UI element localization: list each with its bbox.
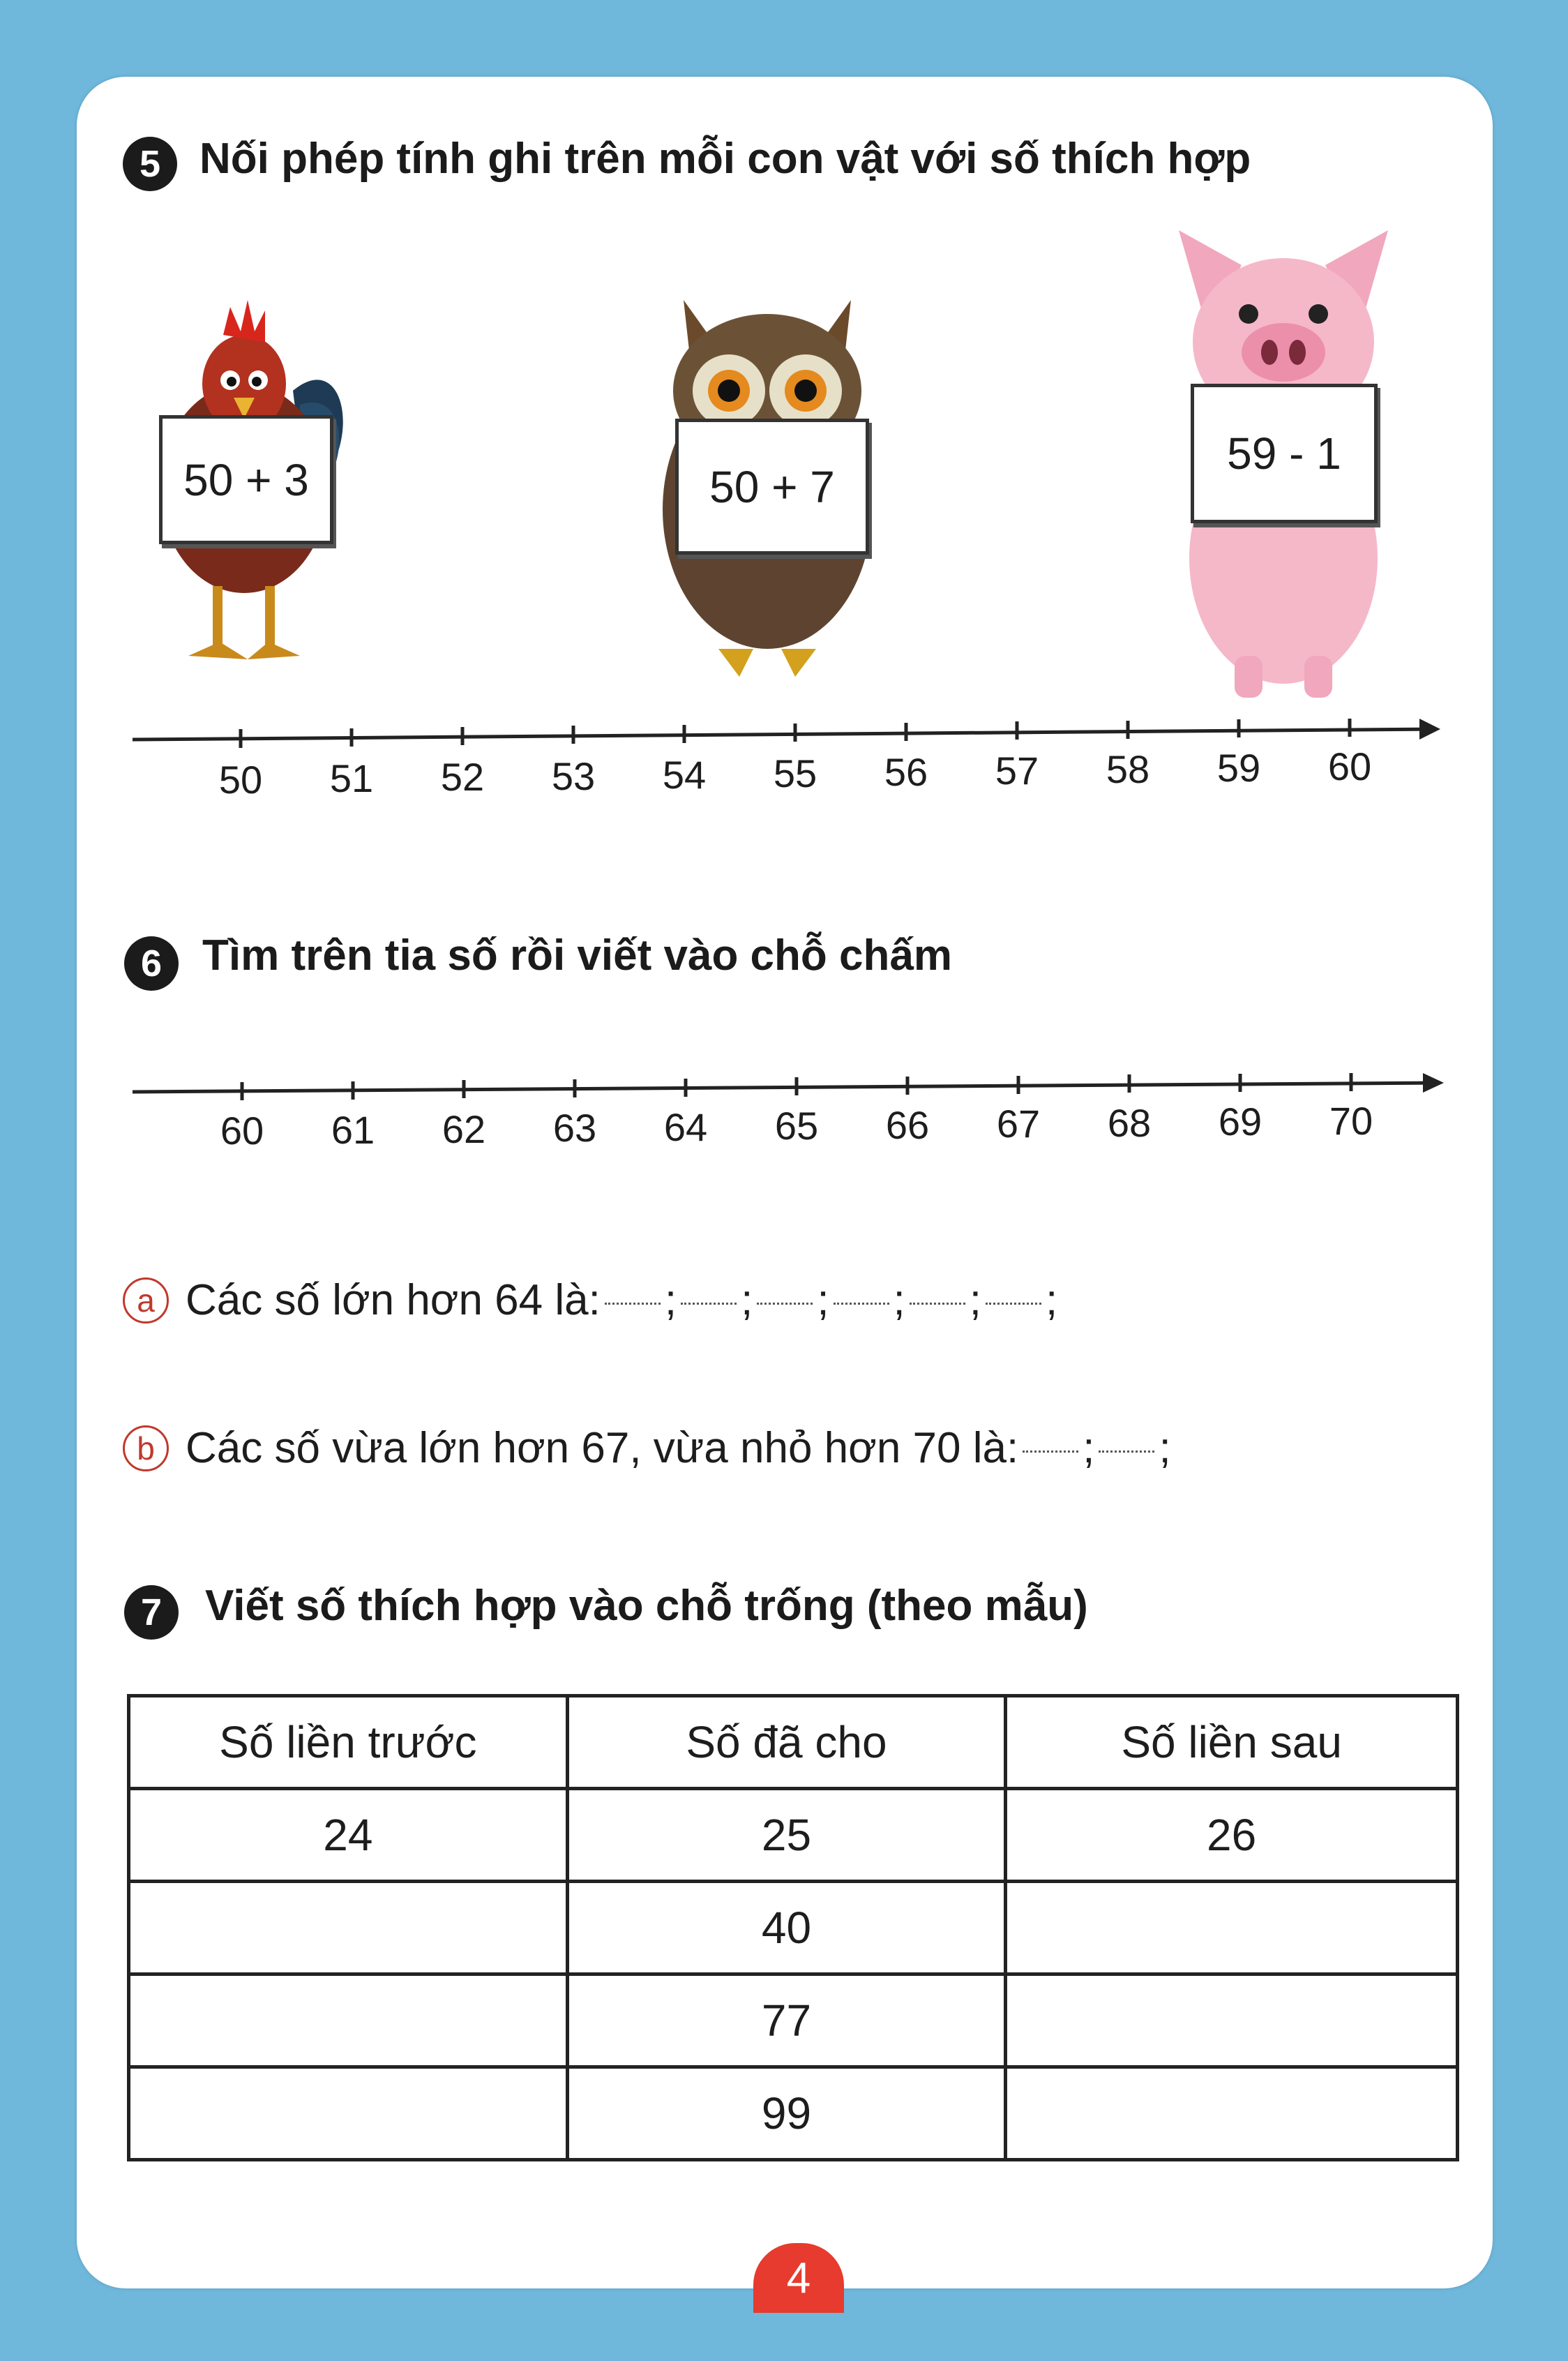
tick-66: 66 bbox=[885, 1103, 930, 1147]
part-b-label: b bbox=[123, 1425, 169, 1471]
table-row bbox=[129, 2067, 1458, 2160]
rooster-sign: 50 + 3 bbox=[159, 415, 333, 544]
answer-blank-a5[interactable] bbox=[910, 1296, 965, 1305]
tick-68: 68 bbox=[1107, 1101, 1152, 1145]
table-cell: 26 bbox=[1006, 1789, 1458, 1882]
exercise-6-part-b: b Các số vừa lớn hơn 67, vừa nhỏ hơn 70 là: ; ; bbox=[123, 1423, 1171, 1473]
tick-57: 57 bbox=[995, 749, 1039, 793]
answer-blank-a3[interactable] bbox=[757, 1296, 813, 1305]
tick-53: 53 bbox=[551, 754, 596, 798]
part-a-label: a bbox=[123, 1277, 169, 1324]
answer-blank-b2[interactable] bbox=[1099, 1444, 1154, 1453]
tick-59: 59 bbox=[1216, 746, 1261, 790]
part-b-question: Các số vừa lớn hơn 67, vừa nhỏ hơn 70 là: bbox=[186, 1424, 1019, 1472]
exercise-5-title: Nối phép tính ghi trên mỗi con vật với số thích hợp bbox=[199, 135, 1251, 183]
tick-52: 52 bbox=[440, 755, 485, 799]
table-cell: 99 bbox=[567, 2067, 1006, 2160]
exercise-6-title: Tìm trên tia số rồi viết vào chỗ chấm bbox=[202, 931, 952, 980]
tick-61: 61 bbox=[331, 1108, 375, 1152]
tick-69: 69 bbox=[1218, 1100, 1262, 1144]
answer-blank-a6[interactable] bbox=[986, 1296, 1041, 1305]
table-cell: 25 bbox=[567, 1789, 1006, 1882]
table-row bbox=[129, 1789, 1458, 1882]
tick-56: 56 bbox=[884, 750, 928, 794]
tick-51: 51 bbox=[329, 756, 374, 800]
exercise-5-number: 5 bbox=[123, 137, 177, 191]
worksheet-page bbox=[77, 77, 1493, 2302]
table-cell-blank[interactable] bbox=[1006, 1974, 1458, 2067]
page-number: 4 bbox=[753, 2243, 844, 2313]
exercise-6-number: 6 bbox=[124, 936, 179, 991]
exercise-7-number: 7 bbox=[124, 1585, 179, 1640]
table-header-row bbox=[129, 1696, 1458, 1789]
table-cell-blank[interactable] bbox=[1006, 2067, 1458, 2160]
tick-50: 50 bbox=[218, 758, 263, 802]
tick-58: 58 bbox=[1106, 747, 1150, 791]
tick-63: 63 bbox=[552, 1106, 597, 1150]
successor-predecessor-table bbox=[127, 1694, 1459, 2161]
tick-67: 67 bbox=[996, 1102, 1041, 1146]
header-predecessor: Số liền trước bbox=[129, 1696, 568, 1789]
answer-blank-a2[interactable] bbox=[681, 1296, 737, 1305]
table-cell-blank[interactable] bbox=[129, 1882, 568, 1974]
answer-blank-a1[interactable] bbox=[605, 1296, 661, 1305]
header-given-number: Số đã cho bbox=[567, 1696, 1006, 1789]
tick-60: 60 bbox=[220, 1109, 264, 1153]
table-cell: 77 bbox=[567, 1974, 1006, 2067]
table-cell: 40 bbox=[567, 1882, 1006, 1974]
part-a-question: Các số lớn hơn 64 là: bbox=[186, 1276, 601, 1324]
answer-blank-a4[interactable] bbox=[834, 1296, 889, 1305]
tick-54: 54 bbox=[662, 753, 707, 797]
table-row bbox=[129, 1974, 1458, 2067]
tick-55: 55 bbox=[773, 751, 817, 795]
header-successor: Số liền sau bbox=[1006, 1696, 1458, 1789]
table-cell-blank[interactable] bbox=[129, 1974, 568, 2067]
table-cell: 24 bbox=[129, 1789, 568, 1882]
tick-65: 65 bbox=[774, 1104, 819, 1148]
exercise-6-part-a: a Các số lớn hơn 64 là: ; ; ; ; ; ; bbox=[123, 1275, 1057, 1325]
exercise-7-title: Viết số thích hợp vào chỗ trống (theo mẫu) bbox=[205, 1582, 1088, 1630]
pig-sign: 59 - 1 bbox=[1191, 384, 1378, 523]
table-row bbox=[129, 1882, 1458, 1974]
tick-60: 60 bbox=[1327, 744, 1372, 788]
tick-64: 64 bbox=[663, 1105, 708, 1149]
table-cell-blank[interactable] bbox=[1006, 1882, 1458, 1974]
owl-sign: 50 + 7 bbox=[675, 419, 869, 555]
tick-70: 70 bbox=[1329, 1099, 1373, 1143]
tick-62: 62 bbox=[442, 1107, 486, 1151]
answer-blank-b1[interactable] bbox=[1023, 1444, 1078, 1453]
table-cell-blank[interactable] bbox=[129, 2067, 568, 2160]
